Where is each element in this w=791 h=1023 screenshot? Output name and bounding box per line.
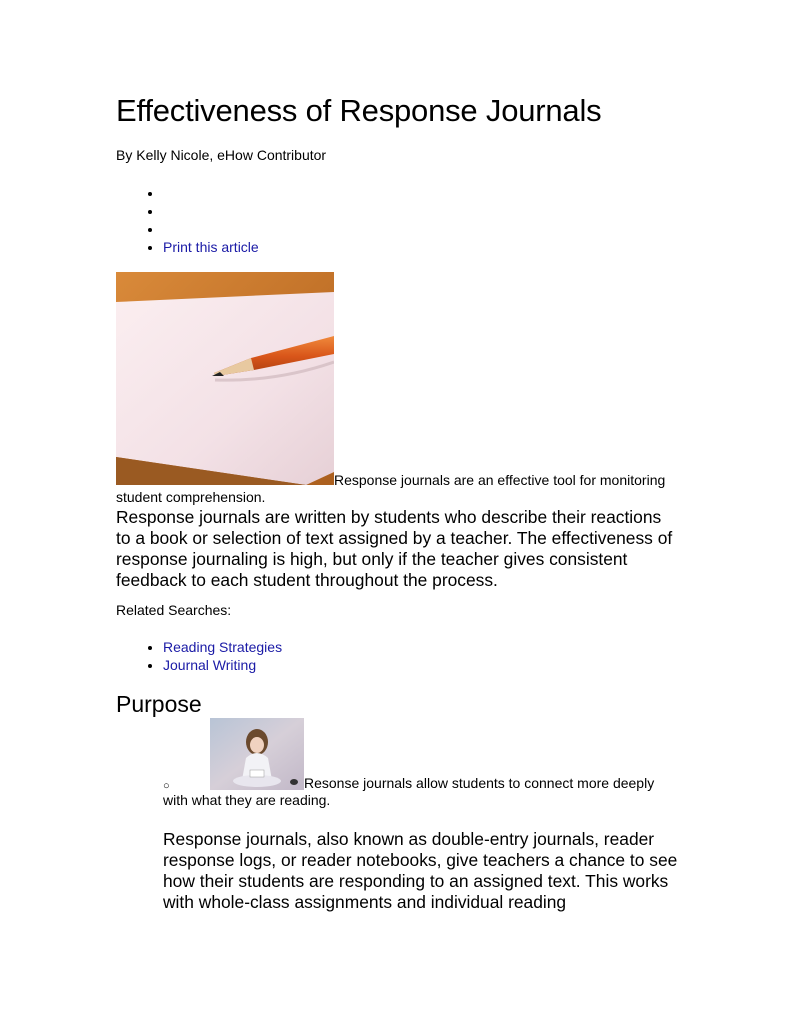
pencil-paper-image [116,272,334,485]
list-item [163,656,282,674]
share-item-empty [163,184,259,202]
related-link-journal-writing[interactable]: Journal Writing [163,657,257,673]
share-item-empty [163,202,259,220]
share-list [116,184,259,256]
share-item-empty [163,220,259,238]
intro-paragraph: Response journals are written by students who describe their reactions to a book or selection of text assigned by a teacher. The effectiveness of response journaling is high, but only if the teacher gives consistent feedback to each student throughout the process. [116,507,673,590]
image-caption: Resonse journals allow students to connect more deeply with what they are reading. [163,775,655,808]
list-item [163,638,282,656]
image-caption: Response journals are an effective tool for monitoring student comprehension. [116,472,666,505]
byline: By Kelly Nicole, eHow Contributor [116,147,327,163]
purpose-paragraph: Response journals, also known as double-entry journals, reader response logs, or reader notebooks, give teachers a chance to see how their students are responding to an assigned text. This works with whole-class assignments and individual reading [163,829,678,912]
section-heading: Purpose [116,691,202,717]
share-item-print [163,238,259,256]
related-searches-label: Related Searches: [116,602,232,618]
circle-bullet-icon: ○ [163,780,170,792]
related-link-reading-strategies[interactable]: Reading Strategies [163,639,283,655]
article-title: Effectiveness of Response Journals [116,93,602,128]
related-searches-list [116,638,282,674]
print-article-link[interactable]: Print this article [163,239,259,255]
